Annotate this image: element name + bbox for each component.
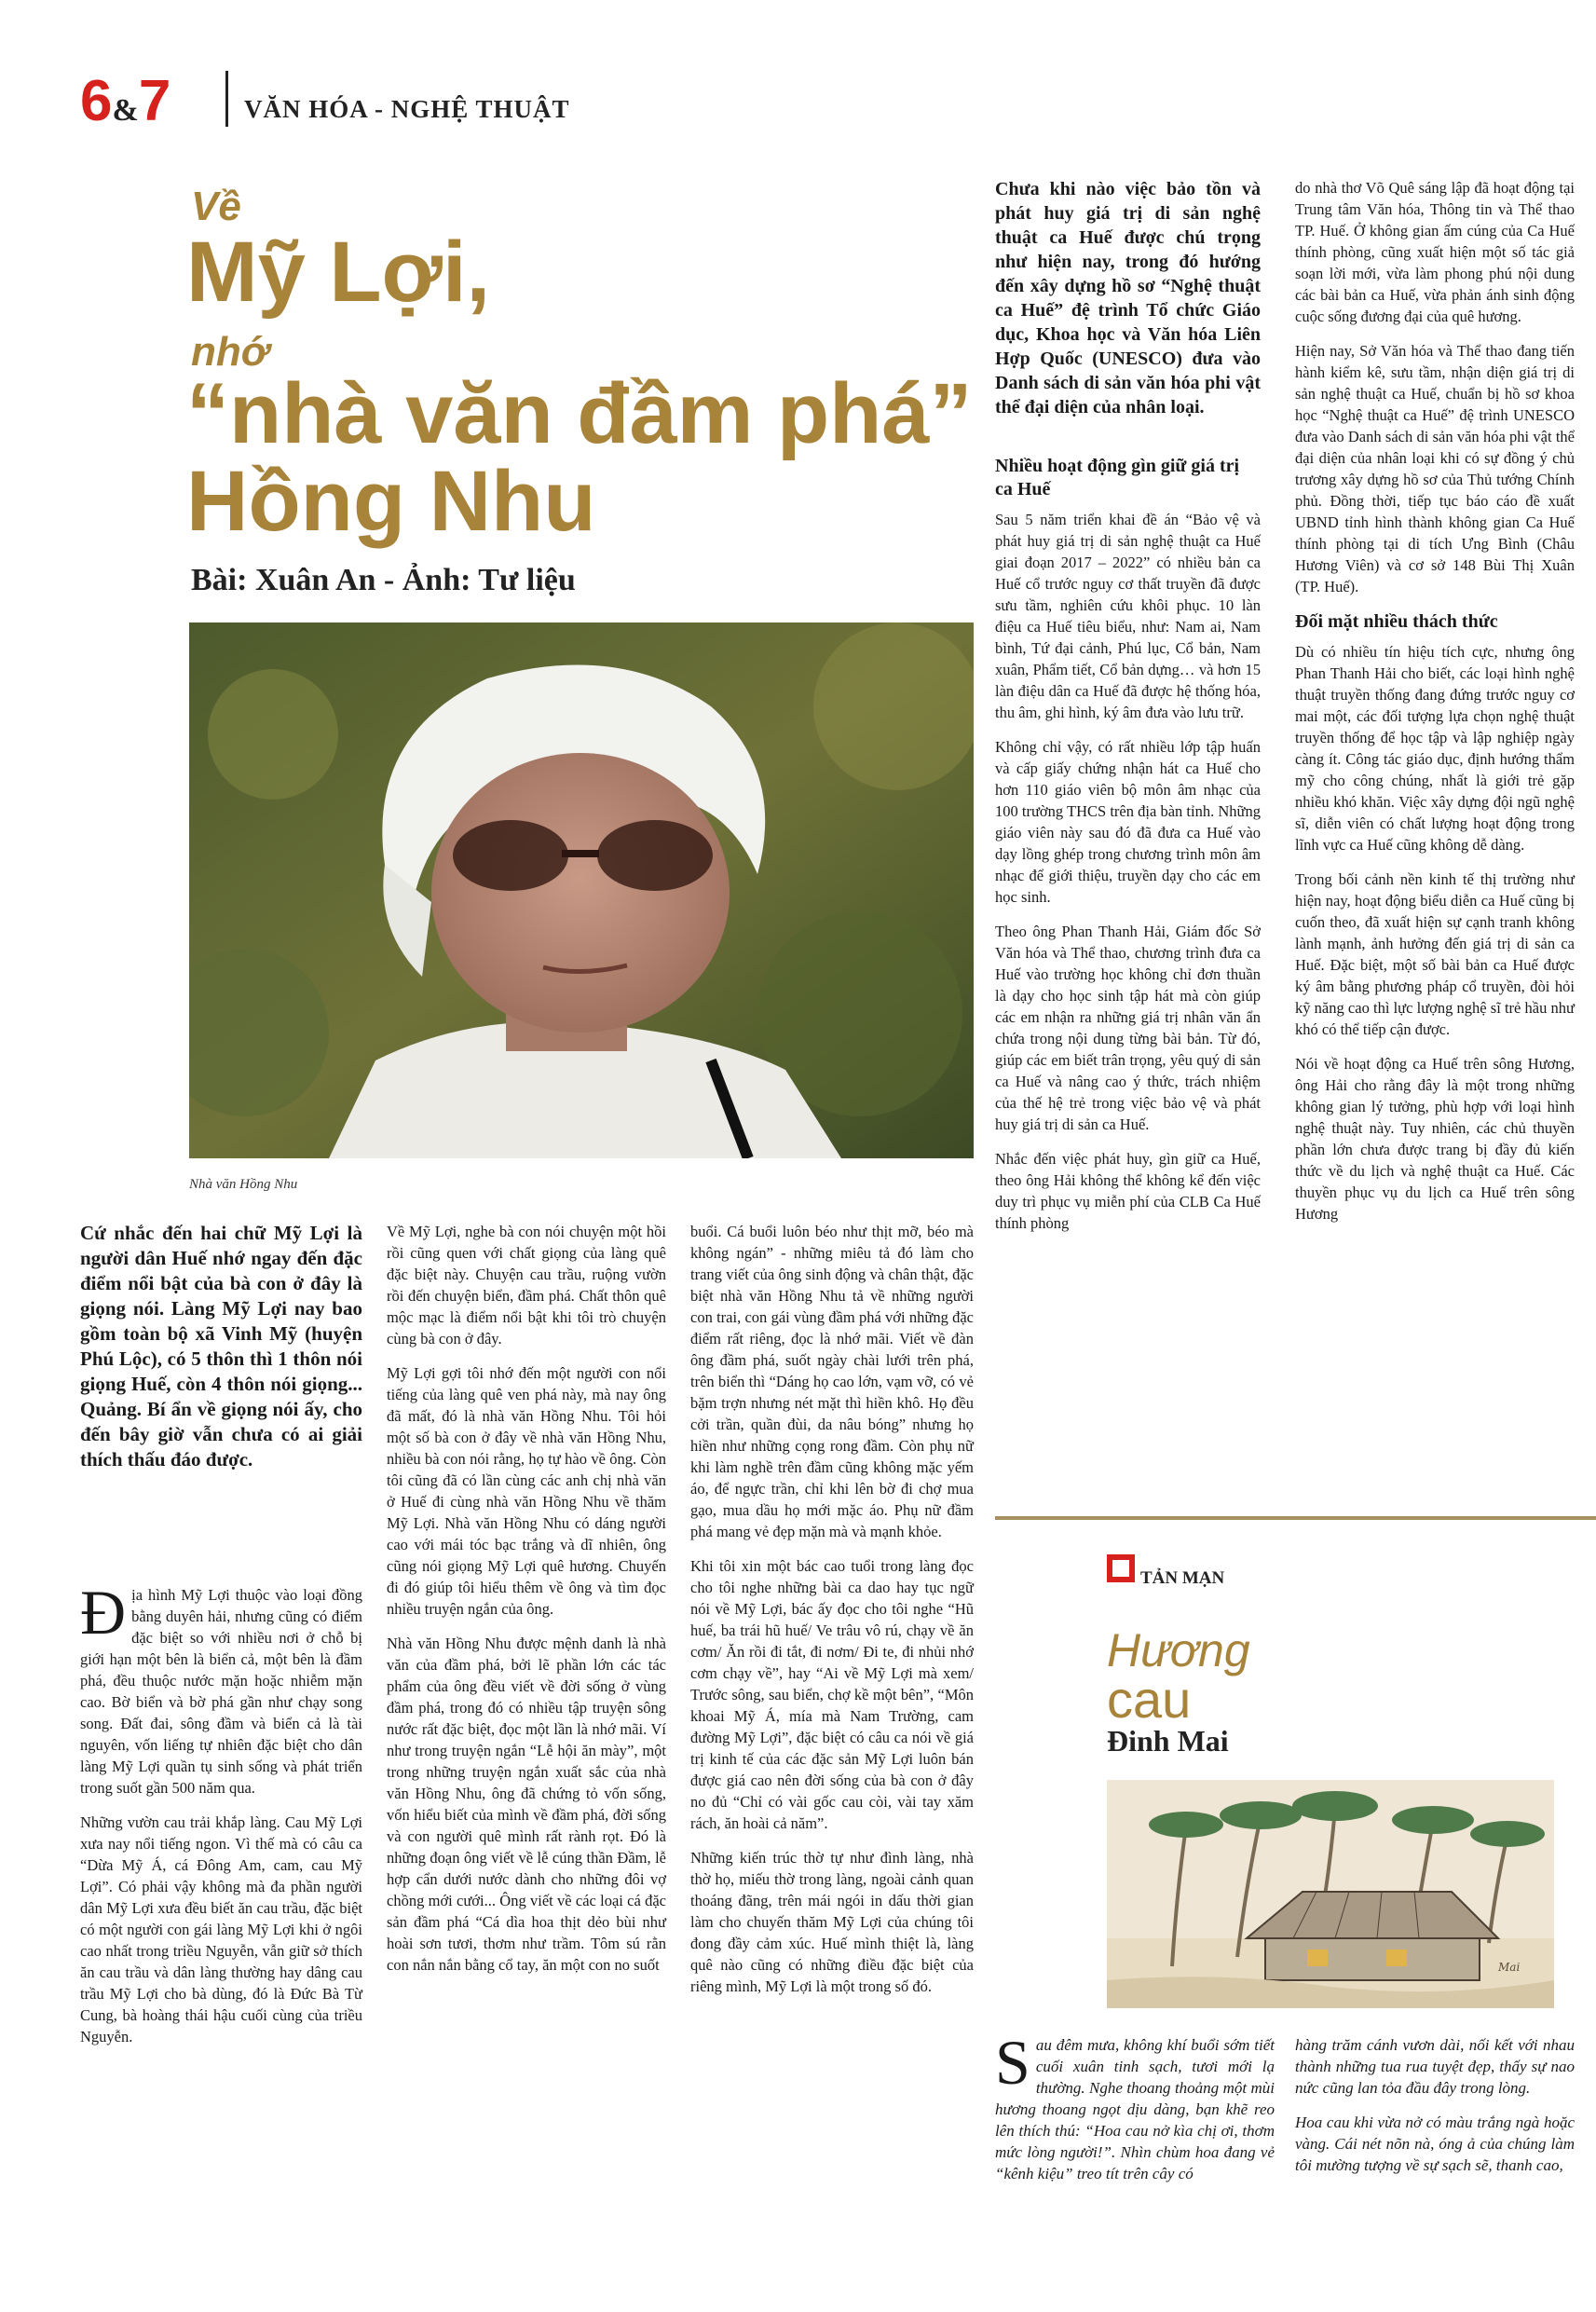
subheading-nhieu-hoat-dong: Nhiều hoạt động gìn giữ giá trị ca Huế <box>995 456 1240 499</box>
tan-man-title-huong: Hương <box>1107 1624 1250 1676</box>
tan-man-title-cau: cau <box>1107 1670 1192 1729</box>
title-line-ve: Về <box>191 184 241 229</box>
col1-paragraph-2: Những vườn cau trải khắp làng. Cau Mỹ Lợi xưa nay nổi tiếng ngon. Vì thế mà có câu ca “Dừa Mỹ Á, cá Đông Am, cam, cau Mỹ Lợi”. Có phải vậy không mà đa phần người dân Mỹ Lợi xưa đều biết ăn cau trầu, đặc biệt có một người con gái làng Mỹ Lợi khi ở ngôi cao nhất trong triều Nguyễn, vẫn giữ sở thích ăn cau trầu và dân làng thường hay dâng cau trầu Mỹ Lợi cho bà dùng, đó là Đức Bà Từ Cung, bà hoàng thái hậu cuối cùng của triều Nguyễn. <box>80 1813 362 2045</box>
col4-paragraph-1: Sau 5 năm triển khai đề án “Bảo vệ và phát huy giá trị di sản nghệ thuật ca Huế giai đoạn 2017 – 2022” có nhiều bản ca Huế cổ trước nguy cơ thất truyền đã được sưu tầm, nghiên cứu khôi phục. 10 làn điệu ca Huế tiêu biểu, như: Nam ai, Nam bình, Tứ đại cảnh, Phú lục, Cổ bản, Nam xuân, Phẩm tiết, Cổ bản dựng… và hơn 15 làn điệu dân ca Huế đã được hệ thống hóa, thu âm, ghi hình, ký âm đưa vào lưu trữ. <box>995 511 1261 721</box>
title-line-my-loi: Mỹ Lợi, <box>186 225 491 320</box>
page-right-number: 7 <box>138 69 171 133</box>
section-divider <box>995 1516 1596 1520</box>
ca-hue-lead: Chưa khi nào việc bảo tồn và phát huy giá trị di sản nghệ thuật ca Huế được chú trọng như hiện nay, trong đó hướng đến xây dựng hồ sơ “Nghệ thuật ca Huế” đệ trình Tổ chức Giáo dục, Khoa học và Văn hóa Liên Hợp Quốc (UNESCO) đưa vào Danh sách di sản văn hóa phi vật thể đại diện của nhân loại. <box>995 179 1261 417</box>
col4-paragraph-2: Không chỉ vậy, có rất nhiều lớp tập huấn và cấp giấy chứng nhận hát ca Huế cho hơn 110 giáo viên bộ môn âm nhạc của 100 trường THCS trên địa bàn tỉnh. Những giáo viên này sau đó đã đưa ca Huế vào dạy lồng ghép trong chương trình môn âm nhạc để giới thiệu, truyền dạy cho các em học sinh. <box>995 738 1261 906</box>
tan-man-paragraph-3: Hoa cau khi vừa nở có màu trắng ngà hoặc vàng. Cái nét nõn nà, óng ả của chúng làm tôi mường tượng về sự sạch sẽ, thanh cao, <box>1295 2114 1575 2174</box>
tan-man-label: TẢN MẠN <box>1140 1568 1225 1588</box>
col2-paragraph-2: Mỹ Lợi gợi tôi nhớ đến một người con nổi tiếng của làng quê ven phá này, mà nay ông đã mất, đó là nhà văn Hồng Nhu. Tôi hỏi một số bà con ở đây về nhà văn Hồng Nhu, nhiều bà con nói rằng, họ tự hào về ông. Còn tôi cũng đã có lần cùng các anh chị nhà văn ở Huế đi cùng nhà văn Hồng Nhu về thăm Mỹ Lợi. Nhà văn Hồng Nhu có dáng người cao với mái tóc bạc trắng và dĩ nhiên, ông cũng nói giọng Mỹ Lợi quê hương. Chuyến đi đó giúp tôi hiểu thêm về ông và tìm đọc nhiều truyện ngắn của ông. <box>387 1364 666 1618</box>
page-ampersand: & <box>112 93 139 128</box>
title-line-nho: nhớ <box>191 329 269 375</box>
byline: Bài: Xuân An - Ảnh: Tư liệu <box>191 563 576 597</box>
col4-paragraph-3: Theo ông Phan Thanh Hải, Giám đốc Sở Văn hóa và Thể thao, chương trình đưa ca Huế vào trường học không chỉ đơn thuần là dạy cho học sinh tập hát mà còn giúp các em nhận ra những giá trị nhân văn ẩn chứa trong nội dung từng bài bản. Từ đó, giúp các em biết trân trọng, yêu quý di sản ca Huế và nâng cao ý thức, trách nhiệm của thế hệ trẻ trong việc bảo vệ và phát huy giá trị di sản ca Huế. <box>995 923 1261 1133</box>
title-line-hong-nhu: Hồng Nhu <box>186 454 596 549</box>
portrait-photo <box>189 622 974 1158</box>
tan-man-author: Đinh Mai <box>1107 1724 1229 1758</box>
col3-paragraph-1: buổi. Cá buổi luôn béo như thịt mỡ, béo mà không ngán” - những miêu tả đó làm cho trang viết của ông sinh động và chân thật, đặc biệt nhà văn Hồng Nhu tả về những người con trai, con gái vùng đầm phá với những đặc điểm rất riêng, đọc là nhớ mãi. Viết về đàn ông đầm phá, suốt ngày chài lưới trên phá, trên biển thì “Dáng họ cao lớn, vạm vỡ, có vẻ bặm trợn nhưng nét mặt thì hiền khô. Họ đều cởi trần, quần đùi, da nâu bóng” nhưng họ hiền như những cọng rong đầm. Còn phụ nữ khi làm nghề trên đầm cũng không mặc yếm áo, để ngực trần, chỉ khi lên bờ đi chợ mua gạo, mua dầu họ mới mặc áo. Phụ nữ đầm phá mang vẻ đẹp mặn mà và mạnh khỏe. <box>690 1223 974 1540</box>
col4-paragraph-4: Nhắc đến việc phát huy, gìn giữ ca Huế, theo ông Hải không thể không kể đến việc duy trì phục vụ miễn phí của CLB Ca Huế thính phòng <box>995 1150 1261 1232</box>
col2-paragraph-1: Về Mỹ Lợi, nghe bà con nói chuyện một hồi rồi cũng quen với chất giọng của làng quê đặc biệt này. Chuyện cau trầu, ruộng vườn rồi đến chuyện biển, đầm phá. Chất thôn quê mộc mạc là điểm nổi bật khi tôi trò chuyện cùng bà con ở đây. <box>387 1223 666 1348</box>
col5-paragraph-3: Dù có nhiều tín hiệu tích cực, nhưng ông Phan Thanh Hải cho biết, các loại hình nghệ thuật truyền thống đang đứng trước nguy cơ mai một, các đối tượng lựa chọn nghệ thuật truyền thống để học tập và lập nghiệp ngày càng ít. Công tác giáo dục, định hướng thẩm mỹ cho công chúng, nhất là giới trẻ gặp nhiều khó khăn. Việc xây dựng đội ngũ nghệ sĩ, diễn viên có chất lượng hoạt động trong lĩnh vực ca Huế cũng không dễ dàng. <box>1295 643 1575 854</box>
subheading-doi-mat: Đối mặt nhiều thách thức <box>1295 611 1498 632</box>
section-title: VĂN HÓA - NGHỆ THUẬT <box>244 95 570 123</box>
header-divider <box>225 71 228 127</box>
tan-man-drop-cap: S <box>995 2027 1030 2098</box>
tan-man-paragraph-2: hàng trăm cánh vươn dài, nối kết với nhau thành những tua rua tuyệt đẹp, thấy sự nao nức cũng lan tỏa đầu đây trong lòng. <box>1295 2036 1575 2097</box>
photo-caption: Nhà văn Hồng Nhu <box>189 1177 298 1192</box>
tan-man-paragraph-1: au đêm mưa, không khí buổi sớm tiết cuối xuân tinh sạch, tươi mới lạ thường. Nghe thoang thoảng một mùi hương thoang ngọt dịu dàng, bạn khẽ reo lên thích thú: “Hoa cau nở kìa chị ơi, thơm mức lòng người!”. Nhìn chùm hoa đang vẻ “kênh kiệu” treo tít trên cây có <box>995 2036 1275 2182</box>
col2-paragraph-3: Nhà văn Hồng Nhu được mệnh danh là nhà văn của đầm phá, bởi lẽ phần lớn các tác phẩm của ông đều viết về đời sống ở vùng đầm phá, trong đó có nhiều tập truyện sông nước rất đặc biệt, đọc một lần là nhớ mãi. Ví như trong truyện ngắn “Lễ hội ăn mày”, một trong những truyện ngắn xuất sắc của nhà văn Hồng Nhu, ông đã chứng tỏ vốn sống, vốn hiểu biết của mình về đầm phá, đời sống và con người quê mình rất rành rọt. Đó là những đoạn ông viết về lễ cúng thần Đầm, lễ hợp cẩn dưới nước dành cho những đôi vợ chồng mới cưới... Ông viết về các loại cá đặc sản đầm phá “Cá dìa hoa thịt dẻo bùi như hoài sơn tươi, thơm như trầm. Tôm sú rằn con nắn nắn bằng cổ tay, ăn một con no suốt <box>387 1635 666 1974</box>
col5-paragraph-5: Nói về hoạt động ca Huế trên sông Hương, ông Hải cho rằng đây là một trong những không gian lý tưởng, phù hợp với loại hình nghệ thuật này. Tuy nhiên, các chủ thuyền phần lớn chưa được trang bị đầy đủ kiến thức về du lịch và nghệ thuật ca Huế. Các thuyền phục vụ du lịch ca Huế trên sông Hương <box>1295 1055 1575 1223</box>
title-line-nha-van: “nhà văn đầm phá” <box>186 366 973 461</box>
page-number <box>80 69 171 133</box>
col5-paragraph-1: do nhà thơ Võ Quê sáng lập đã hoạt động tại Trung tâm Văn hóa, Thông tin và Thể thao TP. Huế. Ở không gian ấm cúng của Ca Huế thính phòng, cũng xuất hiện một số tác giả soạn lời mới, vừa làm phong phú nội dung các bài bản ca Huế, vừa phản ánh sinh động cuộc sống đương đại của quê hương. <box>1295 179 1575 325</box>
painting-signature: Mai <box>1498 1961 1521 1974</box>
tan-man-marker-icon <box>1107 1554 1135 1582</box>
col3-paragraph-3: Những kiến trúc thờ tự như đình làng, nhà thờ họ, miếu thờ trong làng, ngoài cảnh quan thoáng đãng, trên mái ngói in dấu thời gian làm cho chuyến thăm Mỹ Lợi của chúng tôi đong đầy cảm xúc. Huế mình thiệt là, làng quê nào cũng có những điều đặc biệt của riêng mình, Mỹ Lợi là một trong số đó. <box>690 1849 974 1995</box>
column-5 <box>1295 177 1575 1238</box>
painting-illustration <box>1107 1780 1554 2008</box>
col5-paragraph-2: Hiện nay, Sở Văn hóa và Thể thao đang tiến hành kiểm kê, sưu tầm, nhận diện giá trị di sản nghệ thuật ca Huế, chuẩn bị hồ sơ khoa học “Nghệ thuật ca Huế” đệ trình UNESCO đưa vào Danh sách di sản văn hóa phi vật thể đại diện của nhân loại khi có sự đồng ý chủ trương xây dựng hồ sơ của Thủ tướng Chính phủ. Đồng thời, tiếp tục báo cáo đề xuất UBND tỉnh hình thành không gian Ca Huế thính phòng tại di tích Ưng Bình (Châu Hương Viên) và cơ sở 148 Bùi Thị Xuân (TP. Huế). <box>1295 342 1575 595</box>
col5-paragraph-4: Trong bối cảnh nền kinh tế thị trường như hiện nay, hoạt động biểu diễn ca Huế cũng bị cuốn theo, đã xuất hiện sự cạnh tranh không lành mạnh, ảnh hưởng đến giá trị di sản ca Huế. Đặc biệt, một số bài bản ca Huế được ký âm bằng phương pháp cổ truyền, đòi hỏi kỹ năng cao thì lực lượng nghệ sĩ trẻ hầu như khó có thể tiếp cận được. <box>1295 870 1575 1038</box>
areca-painting <box>1107 1780 1554 2008</box>
column-1 <box>80 1577 362 2060</box>
column-4 <box>995 177 1261 1247</box>
column-2 <box>387 1221 666 1989</box>
portrait-illustration <box>189 622 974 1158</box>
column-3 <box>690 1221 974 2010</box>
tan-man-column-2 <box>1295 2034 1575 2189</box>
page-left-number: 6 <box>80 69 113 133</box>
col1-paragraph-1: ịa hình Mỹ Lợi thuộc vào loại đồng bằng duyên hải, nhưng cũng có điểm đặc biệt so với nhiều nơi ở chỗ bị giới hạn một bên là biển cả, một bên là đầm phá, đều thuộc nước mặn hoặc nhiễm mặn cao. Bờ biển và bờ phá gần như chạy song song. Đất đai, sông đầm và biển cả là tài nguyên, vốn liếng tự nhiên đặc biệt cho dân làng Mỹ Lợi quần tụ sinh sống và phát triển trong suốt gần 500 năm qua. <box>80 1586 362 1797</box>
drop-cap: Đ <box>80 1577 127 1648</box>
col3-paragraph-2: Khi tôi xin một bác cao tuổi trong làng đọc cho tôi nghe những bài ca dao hay tục ngữ nói về Mỹ Lợi, bác ấy đọc cho tôi nghe “Hũ huế, ba trái hũ huế/ Ve trâu vô rú, chạy về ăn cơm/ Ăn rồi đi tắt, đi nơm/ Đi te, đi nhủi nhớ cơm chạy về”, hay “Ai về Mỹ Lợi mà xem/ Trước sông, sau biển, chợ kề một bên”, “Môn khoai Mỹ Á, mía mà Nam Trường, cam đường Mỹ Lợi”, đặc biệt có câu ca nói về giá trị kinh tế của các đặc sản Mỹ Lợi luôn bán được giá cao nên đời sống của bà con ở đây no đủ “Chỉ có vài gốc cau còi, vài tay xăm rách, ăn hoài cả năm”. <box>690 1557 974 1832</box>
tan-man-column-1 <box>995 2027 1275 2197</box>
lead-paragraph: Cứ nhắc đến hai chữ Mỹ Lợi là người dân Huế nhớ ngay đến đặc điểm nổi bật của bà con ở đây là giọng nói. Làng Mỹ Lợi nay bao gồm toàn bộ xã Vinh Mỹ (huyện Phú Lộc), có 5 thôn thì 1 thôn nói giọng Huế, còn 4 thôn nói giọng... Quảng. Bí ẩn về giọng nói ấy, cho đến bây giờ vẫn chưa có ai giải thích thấu đáo được. <box>80 1222 362 1471</box>
